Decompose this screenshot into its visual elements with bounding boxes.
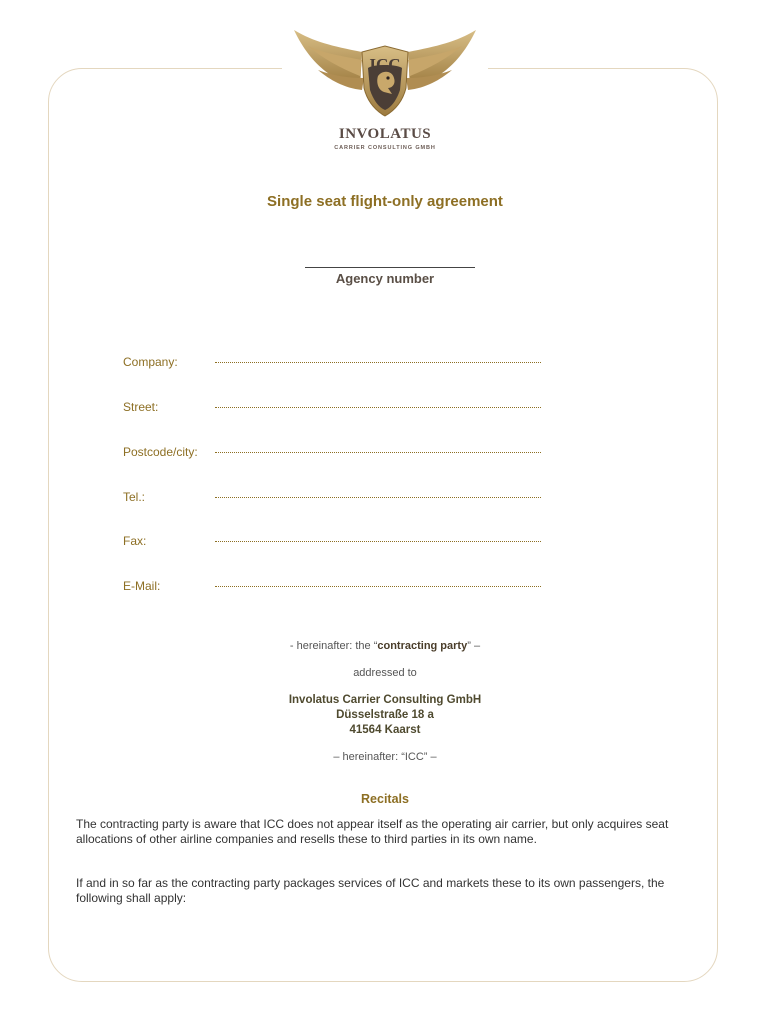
company-label: Company: — [123, 355, 178, 369]
icc-address — [0, 693, 770, 738]
logo-badge-text: ICC — [369, 55, 401, 74]
logo-brand-subtitle: CARRIER CONSULTING GMBH — [334, 145, 436, 151]
contracting-party-term: contracting party — [377, 640, 468, 652]
agency-number-label: Agency number — [335, 271, 435, 286]
fax-blank — [215, 541, 541, 542]
icc-definition-line: – hereinafter: “ICC” – — [333, 751, 437, 763]
address-street: Düsselstraße 18 a — [336, 709, 434, 721]
street-label: Street: — [123, 400, 159, 414]
email-field — [123, 579, 553, 597]
address-company: Involatus Carrier Consulting GmbH — [288, 694, 482, 706]
address-city: 41564 Kaarst — [349, 724, 421, 736]
document-title: Single seat flight-only agreement — [267, 193, 503, 210]
fax-field — [123, 534, 553, 552]
agency-number-line — [305, 267, 475, 268]
tel-field — [123, 490, 553, 508]
addressed-to: addressed to — [353, 667, 417, 679]
logo-brand-name: INVOLATUS — [338, 126, 432, 142]
postcode-city-label: Postcode/city: — [123, 445, 198, 459]
company-logo — [282, 18, 488, 158]
company-field — [123, 355, 553, 373]
tel-blank — [215, 497, 541, 498]
contracting-party-line: - hereinafter: the “contracting party” – — [289, 640, 481, 652]
fax-label: Fax: — [123, 534, 147, 548]
email-label: E-Mail: — [123, 579, 161, 593]
company-blank — [215, 362, 541, 363]
recitals-heading: Recitals — [361, 792, 409, 806]
recitals-paragraph-1: The contracting party is aware that ICC does not appear itself as the operating air carrier, but only acquires seat allocations of other airline companies and resells these to third parties in its own name. — [76, 817, 669, 846]
email-blank — [215, 586, 541, 587]
postcode-city-field — [123, 445, 553, 463]
recitals-paragraph-2: If and in so far as the contracting party packages services of ICC and markets these to its own passengers, the following shall apply: — [76, 876, 665, 905]
street-blank — [215, 407, 541, 408]
street-field — [123, 400, 553, 418]
postcode-city-blank — [215, 452, 541, 453]
tel-label: Tel.: — [123, 490, 146, 504]
